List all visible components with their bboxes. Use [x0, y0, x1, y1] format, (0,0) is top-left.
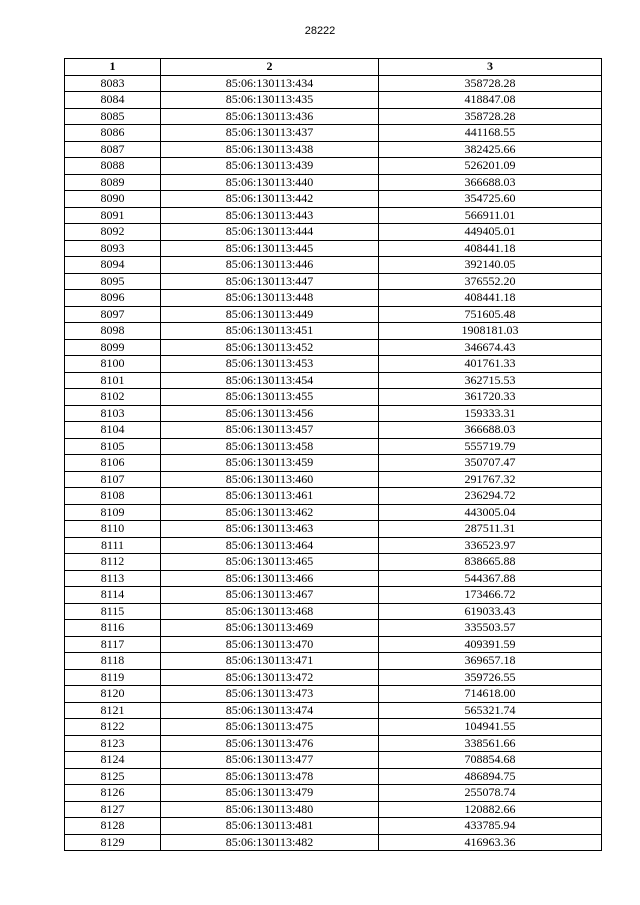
cell-value: 751605.48 [379, 306, 602, 323]
cell-cadastral-number: 85:06:130113:444 [161, 224, 379, 241]
cell-cadastral-number: 85:06:130113:443 [161, 207, 379, 224]
table-row [65, 719, 602, 736]
cell-cadastral-number: 85:06:130113:465 [161, 554, 379, 571]
cell-cadastral-number: 85:06:130113:478 [161, 768, 379, 785]
cell-value: 486894.75 [379, 768, 602, 785]
cell-value: 338561.66 [379, 735, 602, 752]
table-row [65, 471, 602, 488]
cell-number: 8119 [65, 669, 161, 686]
table-row [65, 521, 602, 538]
table-row [65, 438, 602, 455]
cell-value: 369657.18 [379, 653, 602, 670]
cell-cadastral-number: 85:06:130113:436 [161, 108, 379, 125]
cell-number: 8100 [65, 356, 161, 373]
cell-number: 8093 [65, 240, 161, 257]
cell-value: 555719.79 [379, 438, 602, 455]
cell-cadastral-number: 85:06:130113:469 [161, 620, 379, 637]
cell-number: 8115 [65, 603, 161, 620]
cell-number: 8113 [65, 570, 161, 587]
cell-number: 8107 [65, 471, 161, 488]
cell-cadastral-number: 85:06:130113:456 [161, 405, 379, 422]
cell-value: 449405.01 [379, 224, 602, 241]
cell-number: 8104 [65, 422, 161, 439]
cell-value: 287511.31 [379, 521, 602, 538]
cell-value: 358728.28 [379, 108, 602, 125]
cell-number: 8083 [65, 75, 161, 92]
cell-number: 8117 [65, 636, 161, 653]
table-row [65, 570, 602, 587]
cell-value: 382425.66 [379, 141, 602, 158]
cell-cadastral-number: 85:06:130113:448 [161, 290, 379, 307]
cell-value: 354725.60 [379, 191, 602, 208]
page-number: 28222 [304, 25, 336, 37]
table-header-row [65, 59, 602, 76]
cell-value: 120882.66 [379, 801, 602, 818]
cell-number: 8105 [65, 438, 161, 455]
cell-value: 708854.68 [379, 752, 602, 769]
cell-cadastral-number: 85:06:130113:445 [161, 240, 379, 257]
cell-number: 8114 [65, 587, 161, 604]
cell-cadastral-number: 85:06:130113:476 [161, 735, 379, 752]
data-table [64, 58, 602, 851]
table-row [65, 587, 602, 604]
table-row [65, 785, 602, 802]
cell-value: 362715.53 [379, 372, 602, 389]
cell-value: 544367.88 [379, 570, 602, 587]
table-row [65, 339, 602, 356]
cell-value: 401761.33 [379, 356, 602, 373]
cell-cadastral-number: 85:06:130113:482 [161, 834, 379, 851]
cell-value: 361720.33 [379, 389, 602, 406]
cell-value: 565321.74 [379, 702, 602, 719]
cell-value: 433785.94 [379, 818, 602, 835]
cell-number: 8126 [65, 785, 161, 802]
cell-cadastral-number: 85:06:130113:462 [161, 504, 379, 521]
cell-number: 8124 [65, 752, 161, 769]
cell-value: 359726.55 [379, 669, 602, 686]
cell-value: 838665.88 [379, 554, 602, 571]
cell-number: 8123 [65, 735, 161, 752]
cell-value: 255078.74 [379, 785, 602, 802]
cell-number: 8095 [65, 273, 161, 290]
cell-number: 8128 [65, 818, 161, 835]
cell-value: 443005.04 [379, 504, 602, 521]
cell-number: 8111 [65, 537, 161, 554]
cell-number: 8125 [65, 768, 161, 785]
table-row [65, 620, 602, 637]
cell-cadastral-number: 85:06:130113:474 [161, 702, 379, 719]
table-row [65, 207, 602, 224]
cell-number: 8101 [65, 372, 161, 389]
table-row [65, 240, 602, 257]
cell-cadastral-number: 85:06:130113:477 [161, 752, 379, 769]
cell-number: 8090 [65, 191, 161, 208]
cell-cadastral-number: 85:06:130113:440 [161, 174, 379, 191]
table-row [65, 818, 602, 835]
table-row [65, 702, 602, 719]
table-row [65, 686, 602, 703]
cell-number: 8102 [65, 389, 161, 406]
cell-value: 358728.28 [379, 75, 602, 92]
cell-cadastral-number: 85:06:130113:453 [161, 356, 379, 373]
cell-cadastral-number: 85:06:130113:460 [161, 471, 379, 488]
cell-number: 8099 [65, 339, 161, 356]
column-header-3: 3 [379, 59, 602, 76]
cell-value: 366688.03 [379, 174, 602, 191]
cell-cadastral-number: 85:06:130113:472 [161, 669, 379, 686]
cell-number: 8089 [65, 174, 161, 191]
cell-cadastral-number: 85:06:130113:442 [161, 191, 379, 208]
table-row [65, 75, 602, 92]
cell-number: 8094 [65, 257, 161, 274]
table-row [65, 290, 602, 307]
cell-number: 8087 [65, 141, 161, 158]
cell-number: 8108 [65, 488, 161, 505]
cell-value: 335503.57 [379, 620, 602, 637]
cell-cadastral-number: 85:06:130113:452 [161, 339, 379, 356]
cell-cadastral-number: 85:06:130113:463 [161, 521, 379, 538]
cell-value: 566911.01 [379, 207, 602, 224]
table-row [65, 389, 602, 406]
cell-value: 408441.18 [379, 240, 602, 257]
table-row [65, 504, 602, 521]
cell-value: 392140.05 [379, 257, 602, 274]
cell-value: 291767.32 [379, 471, 602, 488]
cell-value: 159333.31 [379, 405, 602, 422]
table-row [65, 537, 602, 554]
cell-value: 104941.55 [379, 719, 602, 736]
cell-cadastral-number: 85:06:130113:457 [161, 422, 379, 439]
cell-cadastral-number: 85:06:130113:447 [161, 273, 379, 290]
cell-cadastral-number: 85:06:130113:473 [161, 686, 379, 703]
cell-number: 8084 [65, 92, 161, 109]
table-row [65, 158, 602, 175]
cell-value: 173466.72 [379, 587, 602, 604]
cell-cadastral-number: 85:06:130113:470 [161, 636, 379, 653]
cell-cadastral-number: 85:06:130113:471 [161, 653, 379, 670]
table-row [65, 603, 602, 620]
table-row [65, 752, 602, 769]
cell-number: 8091 [65, 207, 161, 224]
cell-number: 8086 [65, 125, 161, 142]
cell-number: 8103 [65, 405, 161, 422]
cell-value: 346674.43 [379, 339, 602, 356]
cell-cadastral-number: 85:06:130113:479 [161, 785, 379, 802]
column-header-2: 2 [161, 59, 379, 76]
cell-number: 8106 [65, 455, 161, 472]
cell-cadastral-number: 85:06:130113:455 [161, 389, 379, 406]
cell-value: 441168.55 [379, 125, 602, 142]
cell-cadastral-number: 85:06:130113:434 [161, 75, 379, 92]
cell-cadastral-number: 85:06:130113:449 [161, 306, 379, 323]
cell-cadastral-number: 85:06:130113:439 [161, 158, 379, 175]
table-row [65, 422, 602, 439]
table-row [65, 834, 602, 851]
cell-value: 714618.00 [379, 686, 602, 703]
cell-number: 8120 [65, 686, 161, 703]
table-row [65, 405, 602, 422]
table-row [65, 768, 602, 785]
cell-cadastral-number: 85:06:130113:475 [161, 719, 379, 736]
cell-number: 8118 [65, 653, 161, 670]
cell-value: 366688.03 [379, 422, 602, 439]
cell-value: 336523.97 [379, 537, 602, 554]
table-row [65, 455, 602, 472]
cell-cadastral-number: 85:06:130113:458 [161, 438, 379, 455]
table-row [65, 174, 602, 191]
table-row [65, 554, 602, 571]
cell-value: 408441.18 [379, 290, 602, 307]
cell-number: 8127 [65, 801, 161, 818]
cell-value: 619033.43 [379, 603, 602, 620]
cell-cadastral-number: 85:06:130113:461 [161, 488, 379, 505]
cell-value: 1908181.03 [379, 323, 602, 340]
cell-value: 236294.72 [379, 488, 602, 505]
cell-number: 8122 [65, 719, 161, 736]
cell-cadastral-number: 85:06:130113:464 [161, 537, 379, 554]
table-row [65, 323, 602, 340]
cell-value: 350707.47 [379, 455, 602, 472]
cell-number: 8110 [65, 521, 161, 538]
table-row [65, 191, 602, 208]
cell-cadastral-number: 85:06:130113:481 [161, 818, 379, 835]
cell-cadastral-number: 85:06:130113:446 [161, 257, 379, 274]
table-row [65, 224, 602, 241]
cell-value: 416963.36 [379, 834, 602, 851]
table-row [65, 306, 602, 323]
table-row [65, 669, 602, 686]
table-row [65, 653, 602, 670]
cell-number: 8098 [65, 323, 161, 340]
cell-number: 8112 [65, 554, 161, 571]
table-row [65, 92, 602, 109]
cell-cadastral-number: 85:06:130113:480 [161, 801, 379, 818]
cell-cadastral-number: 85:06:130113:451 [161, 323, 379, 340]
cell-number: 8092 [65, 224, 161, 241]
cell-value: 418847.08 [379, 92, 602, 109]
cell-number: 8097 [65, 306, 161, 323]
cell-number: 8121 [65, 702, 161, 719]
table-row [65, 801, 602, 818]
table-row [65, 356, 602, 373]
cell-number: 8085 [65, 108, 161, 125]
cell-cadastral-number: 85:06:130113:467 [161, 587, 379, 604]
cell-cadastral-number: 85:06:130113:466 [161, 570, 379, 587]
table-row [65, 141, 602, 158]
cell-number: 8096 [65, 290, 161, 307]
cell-cadastral-number: 85:06:130113:435 [161, 92, 379, 109]
table-row [65, 735, 602, 752]
table-body [65, 75, 602, 851]
table-row [65, 257, 602, 274]
cell-number: 8116 [65, 620, 161, 637]
table-row [65, 125, 602, 142]
table-row [65, 273, 602, 290]
cell-cadastral-number: 85:06:130113:454 [161, 372, 379, 389]
cell-value: 409391.59 [379, 636, 602, 653]
table-row [65, 372, 602, 389]
table-row [65, 636, 602, 653]
table-row [65, 108, 602, 125]
cell-cadastral-number: 85:06:130113:437 [161, 125, 379, 142]
table-row [65, 488, 602, 505]
cell-number: 8088 [65, 158, 161, 175]
cell-number: 8129 [65, 834, 161, 851]
cell-value: 526201.09 [379, 158, 602, 175]
cell-cadastral-number: 85:06:130113:459 [161, 455, 379, 472]
cell-number: 8109 [65, 504, 161, 521]
cell-cadastral-number: 85:06:130113:468 [161, 603, 379, 620]
cell-cadastral-number: 85:06:130113:438 [161, 141, 379, 158]
column-header-1: 1 [65, 59, 161, 76]
cell-value: 376552.20 [379, 273, 602, 290]
